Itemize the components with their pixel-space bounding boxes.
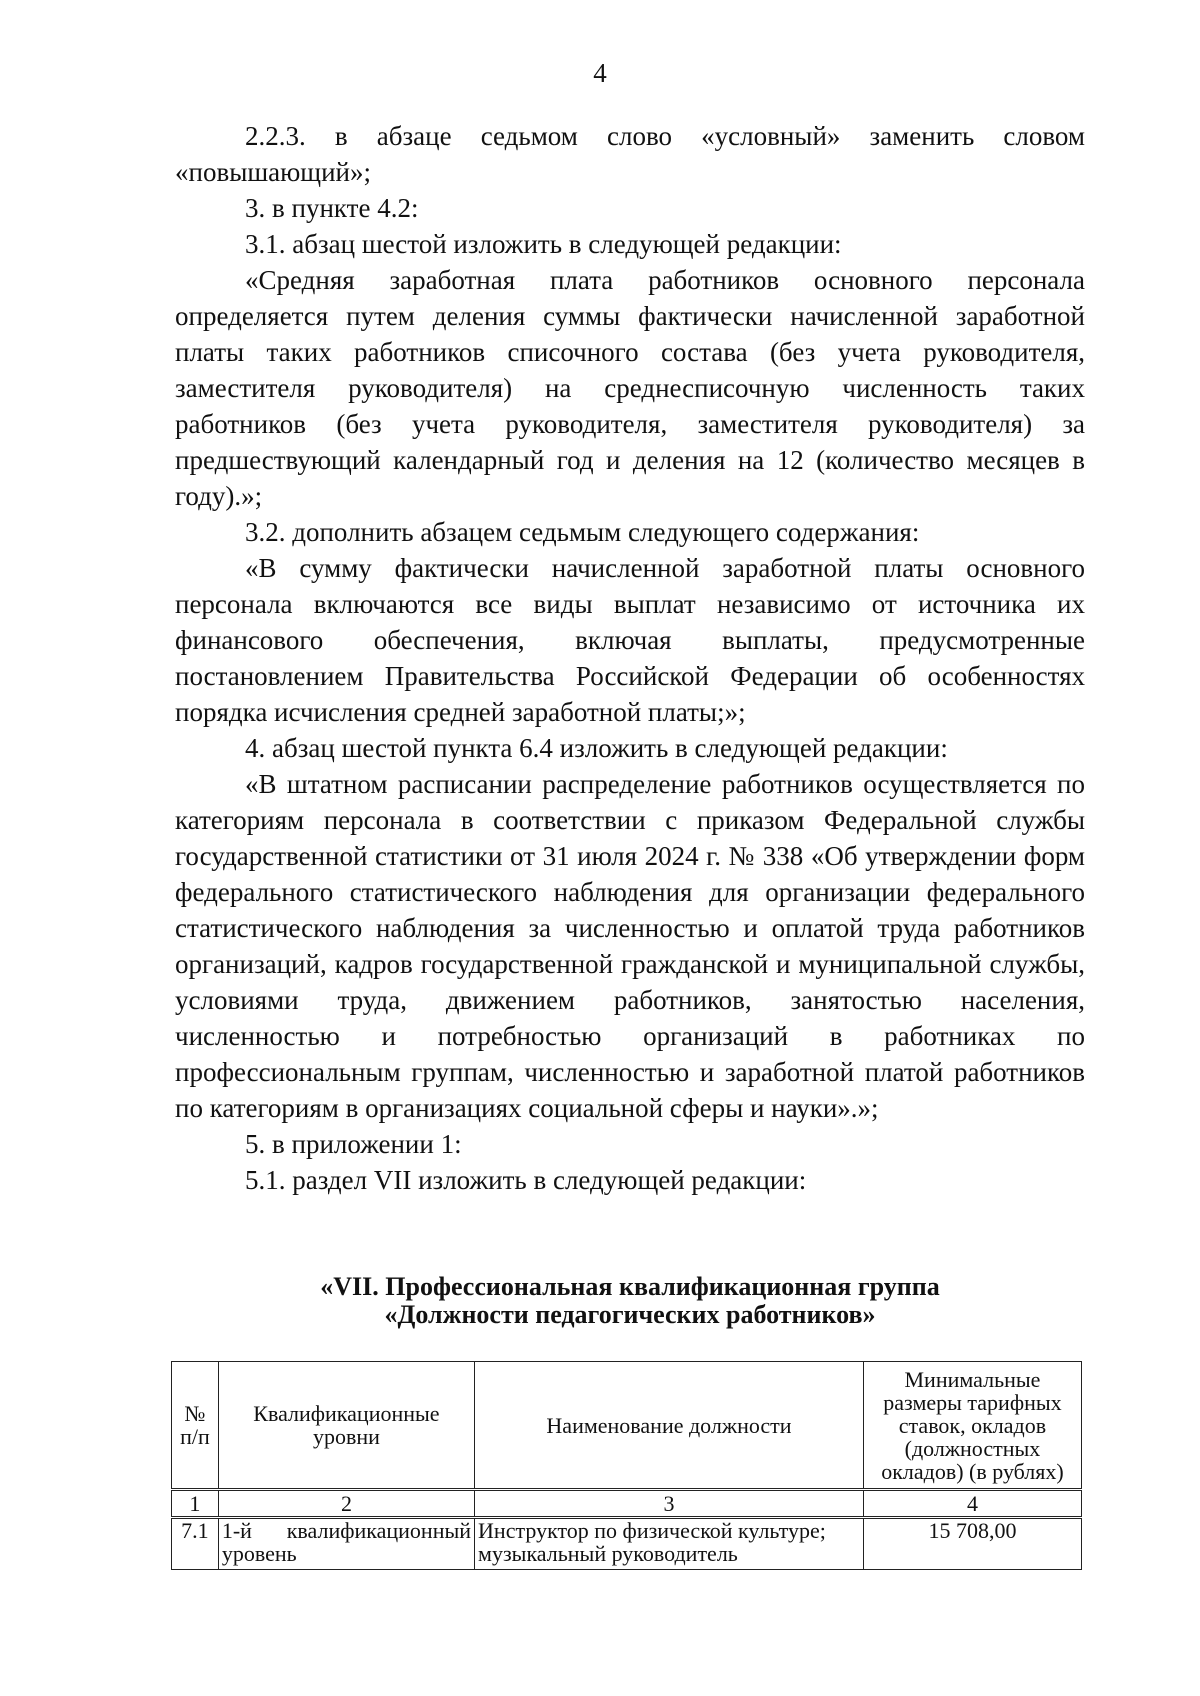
section-heading-line-2: «Должности педагогических работников» — [384, 1300, 876, 1329]
header-position: Наименование должности — [475, 1362, 864, 1490]
qualification-table — [171, 1361, 1082, 1570]
paragraph-2-2-3: 2.2.3. в абзаце седьмом слово «условный» заменить словом «повышающий»; — [175, 121, 1085, 187]
paragraph-5: 5. в приложении 1: — [245, 1129, 462, 1159]
cell-num: 7.1 — [172, 1518, 219, 1570]
header-salary: Минимальные размеры тарифных ставок, окладов (должностных окладов) (в рублях) — [863, 1362, 1081, 1490]
table-column-numbers-row — [172, 1490, 1082, 1518]
column-number-4: 4 — [863, 1490, 1081, 1518]
paragraph-3-1: 3.1. абзац шестой изложить в следующей редакции: — [245, 229, 842, 259]
quoted-paragraph-staffing: «В штатном расписании распределение работников осуществляется по категориям персонала в соответствии с приказом Федеральной службы государственной статистики от 31 июля 2024 г. № 338 «Об утверждении форм федерального статистического наблюдения для организации федерального статистического наблюдения за численностью и оплатой труда работников организаций, кадров государственной гражданской и муниципальной службы, условиями труда, движением работников, занятостью населения, численностью и потребностью организаций в работниках по профессиональным группам, численностью и заработной платой работников по категориям в организациях социальной сферы и науки».»; — [175, 769, 1085, 1123]
section-heading-line-1: «VII. Профессиональная квалификационная группа — [320, 1272, 940, 1301]
page-number: 4 — [593, 58, 607, 88]
paragraph-5-1: 5.1. раздел VII изложить в следующей редакции: — [245, 1165, 807, 1195]
quoted-paragraph-payments: «В сумму фактически начисленной заработной платы основного персонала включаются все виды выплат независимо от источника их финансового обеспечения, включая выплаты, предусмотренные постановлением Правительства Российской Федерации об особенностях порядка исчисления средней заработной платы;»; — [175, 553, 1085, 727]
table-row — [172, 1518, 1082, 1570]
column-number-3: 3 — [475, 1490, 864, 1518]
column-number-1: 1 — [172, 1490, 219, 1518]
paragraph-3: 3. в пункте 4.2: — [245, 193, 419, 223]
paragraph-3-2: 3.2. дополнить абзацем седьмым следующего содержания: — [245, 517, 920, 547]
paragraph-4: 4. абзац шестой пункта 6.4 изложить в следующей редакции: — [245, 733, 948, 763]
column-number-2: 2 — [218, 1490, 474, 1518]
cell-salary: 15 708,00 — [863, 1518, 1081, 1570]
quoted-paragraph-average-salary: «Средняя заработная плата работников основного персонала определяется путем деления суммы фактически начисленной заработной платы таких работников списочного состава (без учета руководителя, заместителя руководителя) на среднесписочную численность таких работников (без учета руководителя, заместителя руководителя) за предшествующий календарный год и деления на 12 (количество месяцев в году).»; — [175, 265, 1085, 511]
header-num: № п/п — [172, 1362, 219, 1490]
section-heading — [175, 1273, 1085, 1329]
cell-level: 1-й квалификационный уровень — [218, 1518, 474, 1570]
header-level: Квалификационные уровни — [218, 1362, 474, 1490]
table-header-row — [172, 1362, 1082, 1490]
cell-position: Инструктор по физической культуре; музыкальный руководитель — [475, 1518, 864, 1570]
document-body — [175, 118, 1085, 1198]
